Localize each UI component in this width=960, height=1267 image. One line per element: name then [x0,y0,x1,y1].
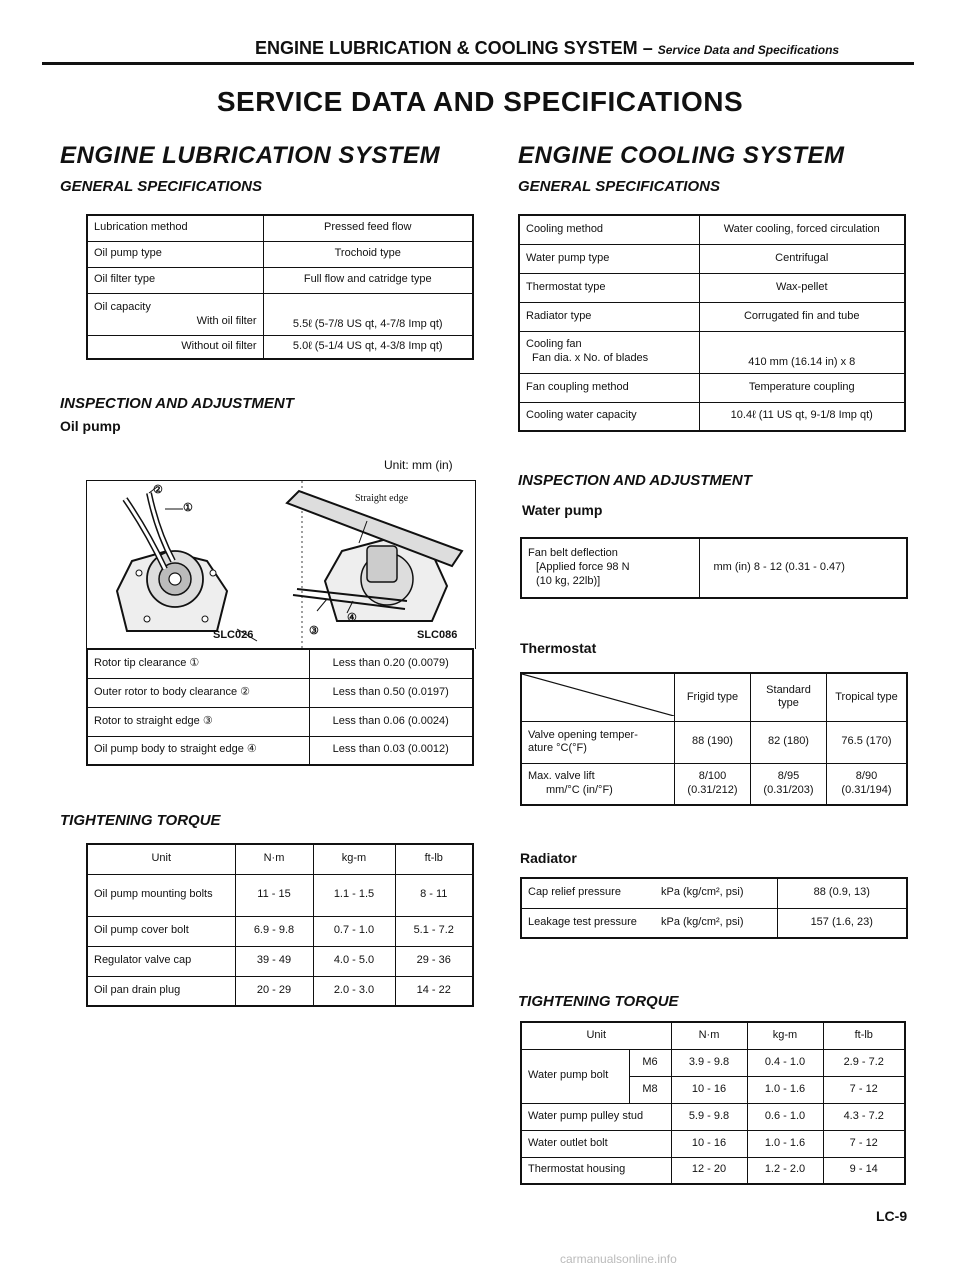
th-unit: Unit [521,1022,671,1049]
oil-capacity-cell [87,293,263,335]
oil-capacity-label: Oil capacity [94,301,151,314]
table-row [87,678,473,707]
spec-label: Radiator type [519,302,699,331]
thermo-label [521,763,675,805]
torque-label: Thermostat housing [521,1157,671,1184]
bolt-size: M6 [629,1049,671,1076]
torque-nm: 12 - 20 [671,1157,747,1184]
label-4: ④ [347,612,357,624]
header-main: ENGINE LUBRICATION & COOLING SYSTEM [255,38,638,58]
table-row [87,976,473,1006]
thermostat-table [520,672,908,806]
belt-cell [521,538,699,598]
torque-ftlb: 2.9 - 7.2 [823,1049,905,1076]
torque-kgm: 1.0 - 1.6 [747,1076,823,1103]
fig-code-2: SLC086 [417,629,458,641]
torque-nm: 39 - 49 [235,946,313,976]
fan-label: Cooling fan [526,338,582,351]
torque-kgm: 0.7 - 1.0 [313,916,395,946]
torque-ftlb: 7 - 12 [823,1130,905,1157]
lub-inspection-heading: INSPECTION AND ADJUSTMENT [60,395,294,412]
table-row [519,244,905,273]
running-header [255,38,839,59]
rad-unit: kPa (kg/cm², psi) [655,908,777,938]
with-filter-value: 5.5ℓ (5-7/8 US qt, 4-7/8 Imp qt) [263,293,473,335]
th-ftlb: ft-lb [395,844,473,874]
pump-value: Less than 0.50 (0.0197) [309,678,473,707]
table-row [521,1049,905,1076]
spec-label: Oil pump type [87,241,263,267]
torque-kgm: 1.0 - 1.6 [747,1130,823,1157]
torque-label: Oil pump cover bolt [87,916,235,946]
fan-value: 410 mm (16.14 in) x 8 [699,331,905,373]
thermo-tropical: 8/90 (0.31/194) [827,763,908,805]
oil-pump-figure [86,480,476,649]
torque-kgm: 1.2 - 2.0 [747,1157,823,1184]
spec-label: Thermostat type [519,273,699,302]
radiator-heading: Radiator [520,850,577,866]
torque-kgm: 0.4 - 1.0 [747,1049,823,1076]
table-row [87,707,473,736]
rad-label: Leakage test pressure [521,908,655,938]
without-filter-value: 5.0ℓ (5-1/4 US qt, 4-3/8 Imp qt) [263,335,473,359]
table-row [521,908,907,938]
table-row [519,215,905,244]
th-ftlb: ft-lb [823,1022,905,1049]
belt-value: mm (in) 8 - 12 (0.31 - 0.47) [699,538,907,598]
pump-label: Outer rotor to body clearance ② [87,678,309,707]
with-filter-label: With oil filter [196,315,257,327]
torque-nm: 11 - 15 [235,874,313,916]
bolt-size: M8 [629,1076,671,1103]
table-row [521,1103,905,1130]
torque-nm: 20 - 29 [235,976,313,1006]
table-row [519,302,905,331]
torque-ftlb: 5.1 - 7.2 [395,916,473,946]
table-row [521,1022,905,1049]
spec-value: Trochoid type [263,241,473,267]
thermo-label-line2: mm/°C (in/°F) [546,784,613,796]
table-row [87,335,473,359]
lub-torque-heading: TIGHTENING TORQUE [60,812,221,829]
thermo-label-line2: ature °C(°F) [528,742,587,755]
cool-heading: ENGINE COOLING SYSTEM [518,142,845,169]
page-title: SERVICE DATA AND SPECIFICATIONS [216,86,744,117]
torque-label: Water pump pulley stud [521,1103,671,1130]
spec-label: Oil filter type [87,267,263,293]
rad-value: 88 (0.9, 13) [777,878,907,908]
rad-label: Cap relief pressure [521,878,655,908]
pump-label: Oil pump body to straight edge ④ [87,736,309,765]
oil-pump-heading: Oil pump [60,418,121,434]
table-row [521,878,907,908]
table-row [87,874,473,916]
straight-edge-label: Straight edge [355,493,409,504]
torque-nm: 6.9 - 9.8 [235,916,313,946]
rad-unit: kPa (kg/cm², psi) [655,878,777,908]
table-row [87,946,473,976]
table-row [519,373,905,402]
spec-value: Corrugated fin and tube [699,302,905,331]
table-row [87,649,473,678]
cool-general-heading: GENERAL SPECIFICATIONS [518,178,720,195]
table-row [519,273,905,302]
th-nm: N·m [235,844,313,874]
thermo-label-line1: Valve opening temper- [528,728,638,741]
lub-spec-table [86,214,474,360]
spec-value: 10.4ℓ (11 US qt, 9-1/8 Imp qt) [699,402,905,431]
diagonal-line [522,674,674,716]
torque-label: Oil pan drain plug [87,976,235,1006]
th-frigid: Frigid type [675,673,751,721]
table-row [521,538,907,598]
spec-label: Cooling method [519,215,699,244]
belt-label: Fan belt deflection [528,547,618,560]
spec-label: Water pump type [519,244,699,273]
watermark: carmanualsonline.info [560,1252,677,1266]
water-pump-table [520,537,908,599]
torque-ftlb: 29 - 36 [395,946,473,976]
spec-value: Wax-pellet [699,273,905,302]
lub-heading: ENGINE LUBRICATION SYSTEM [60,142,441,169]
torque-nm: 10 - 16 [671,1130,747,1157]
table-row [521,763,907,805]
torque-ftlb: 4.3 - 7.2 [823,1103,905,1130]
spec-label: Lubrication method [87,215,263,241]
torque-label: Water outlet bolt [521,1130,671,1157]
spec-label: Cooling water capacity [519,402,699,431]
table-row [521,673,907,721]
radiator-table [520,877,908,939]
table-row [87,736,473,765]
cool-torque-table [520,1021,906,1185]
fan-sublabel: Fan dia. x No. of blades [532,352,649,364]
torque-kgm: 0.6 - 1.0 [747,1103,823,1130]
table-row [519,331,905,373]
torque-ftlb: 8 - 11 [395,874,473,916]
torque-kgm: 4.0 - 5.0 [313,946,395,976]
torque-kgm: 2.0 - 3.0 [313,976,395,1006]
thermo-label [521,721,675,763]
header-rule [42,62,914,65]
pump-value: Less than 0.20 (0.0079) [309,649,473,678]
water-pump-heading: Water pump [522,502,603,518]
header-sub: Service Data and Specifications [657,43,840,57]
lub-torque-table [86,843,474,1007]
th-kgm: kg-m [747,1022,823,1049]
wp-bolt-label: Water pump bolt [521,1049,629,1103]
th-nm: N·m [671,1022,747,1049]
spec-value: Full flow and catridge type [263,267,473,293]
table-row [87,916,473,946]
thermo-tropical: 76.5 (170) [827,721,908,763]
thermostat-heading: Thermostat [520,640,597,656]
spec-value: Water cooling, forced circulation [699,215,905,244]
page-number: LC-9 [876,1208,908,1224]
table-row [87,267,473,293]
spec-value: Temperature coupling [699,373,905,402]
table-row [521,1157,905,1184]
cool-spec-table [518,214,906,432]
belt-force-alt: (10 kg, 22lb)] [536,574,601,587]
th-kgm: kg-m [313,844,395,874]
thermo-label-line1: Max. valve lift [528,770,595,783]
torque-label: Oil pump mounting bolts [87,874,235,916]
oil-pump-diagram [87,481,475,649]
th-standard: Standard type [751,673,827,721]
rad-value: 157 (1.6, 23) [777,908,907,938]
torque-ftlb: 7 - 12 [823,1076,905,1103]
label-1: ① [183,502,193,514]
spec-value: Pressed feed flow [263,215,473,241]
torque-nm: 3.9 - 9.8 [671,1049,747,1076]
table-row [519,402,905,431]
thermo-standard: 8/95 (0.31/203) [751,763,827,805]
table-row [521,721,907,763]
corner-cell [521,673,675,721]
torque-label: Regulator valve cap [87,946,235,976]
th-unit: Unit [87,844,235,874]
cool-inspection-heading: INSPECTION AND ADJUSTMENT [518,472,752,489]
fig-code-1: SLC026 [213,629,254,641]
cool-torque-heading: TIGHTENING TORQUE [518,993,679,1010]
thermo-standard: 82 (180) [751,721,827,763]
torque-nm: 5.9 - 9.8 [671,1103,747,1130]
thermo-frigid: 8/100 (0.31/212) [675,763,751,805]
pump-value: Less than 0.06 (0.0024) [309,707,473,736]
pump-label: Rotor to straight edge ③ [87,707,309,736]
torque-nm: 10 - 16 [671,1076,747,1103]
table-row [521,1130,905,1157]
pump-value: Less than 0.03 (0.0012) [309,736,473,765]
spec-label: Fan coupling method [519,373,699,402]
belt-force: [Applied force 98 N [536,561,630,574]
without-filter-label: Without oil filter [87,335,263,359]
th-tropical: Tropical type [827,673,908,721]
lub-general-heading: GENERAL SPECIFICATIONS [60,178,262,195]
table-row [87,293,473,335]
thermo-frigid: 88 (190) [675,721,751,763]
spec-value: Centrifugal [699,244,905,273]
fan-cell [519,331,699,373]
torque-ftlb: 14 - 22 [395,976,473,1006]
table-row [87,844,473,874]
torque-kgm: 1.1 - 1.5 [313,874,395,916]
label-2: ② [153,484,163,496]
oil-pump-unit: Unit: mm (in) [384,458,453,472]
table-row [87,241,473,267]
table-row [87,215,473,241]
torque-ftlb: 9 - 14 [823,1157,905,1184]
header-sep: – [637,38,658,58]
oil-pump-table [86,648,474,766]
pump-label: Rotor tip clearance ① [87,649,309,678]
label-3: ③ [309,625,319,637]
